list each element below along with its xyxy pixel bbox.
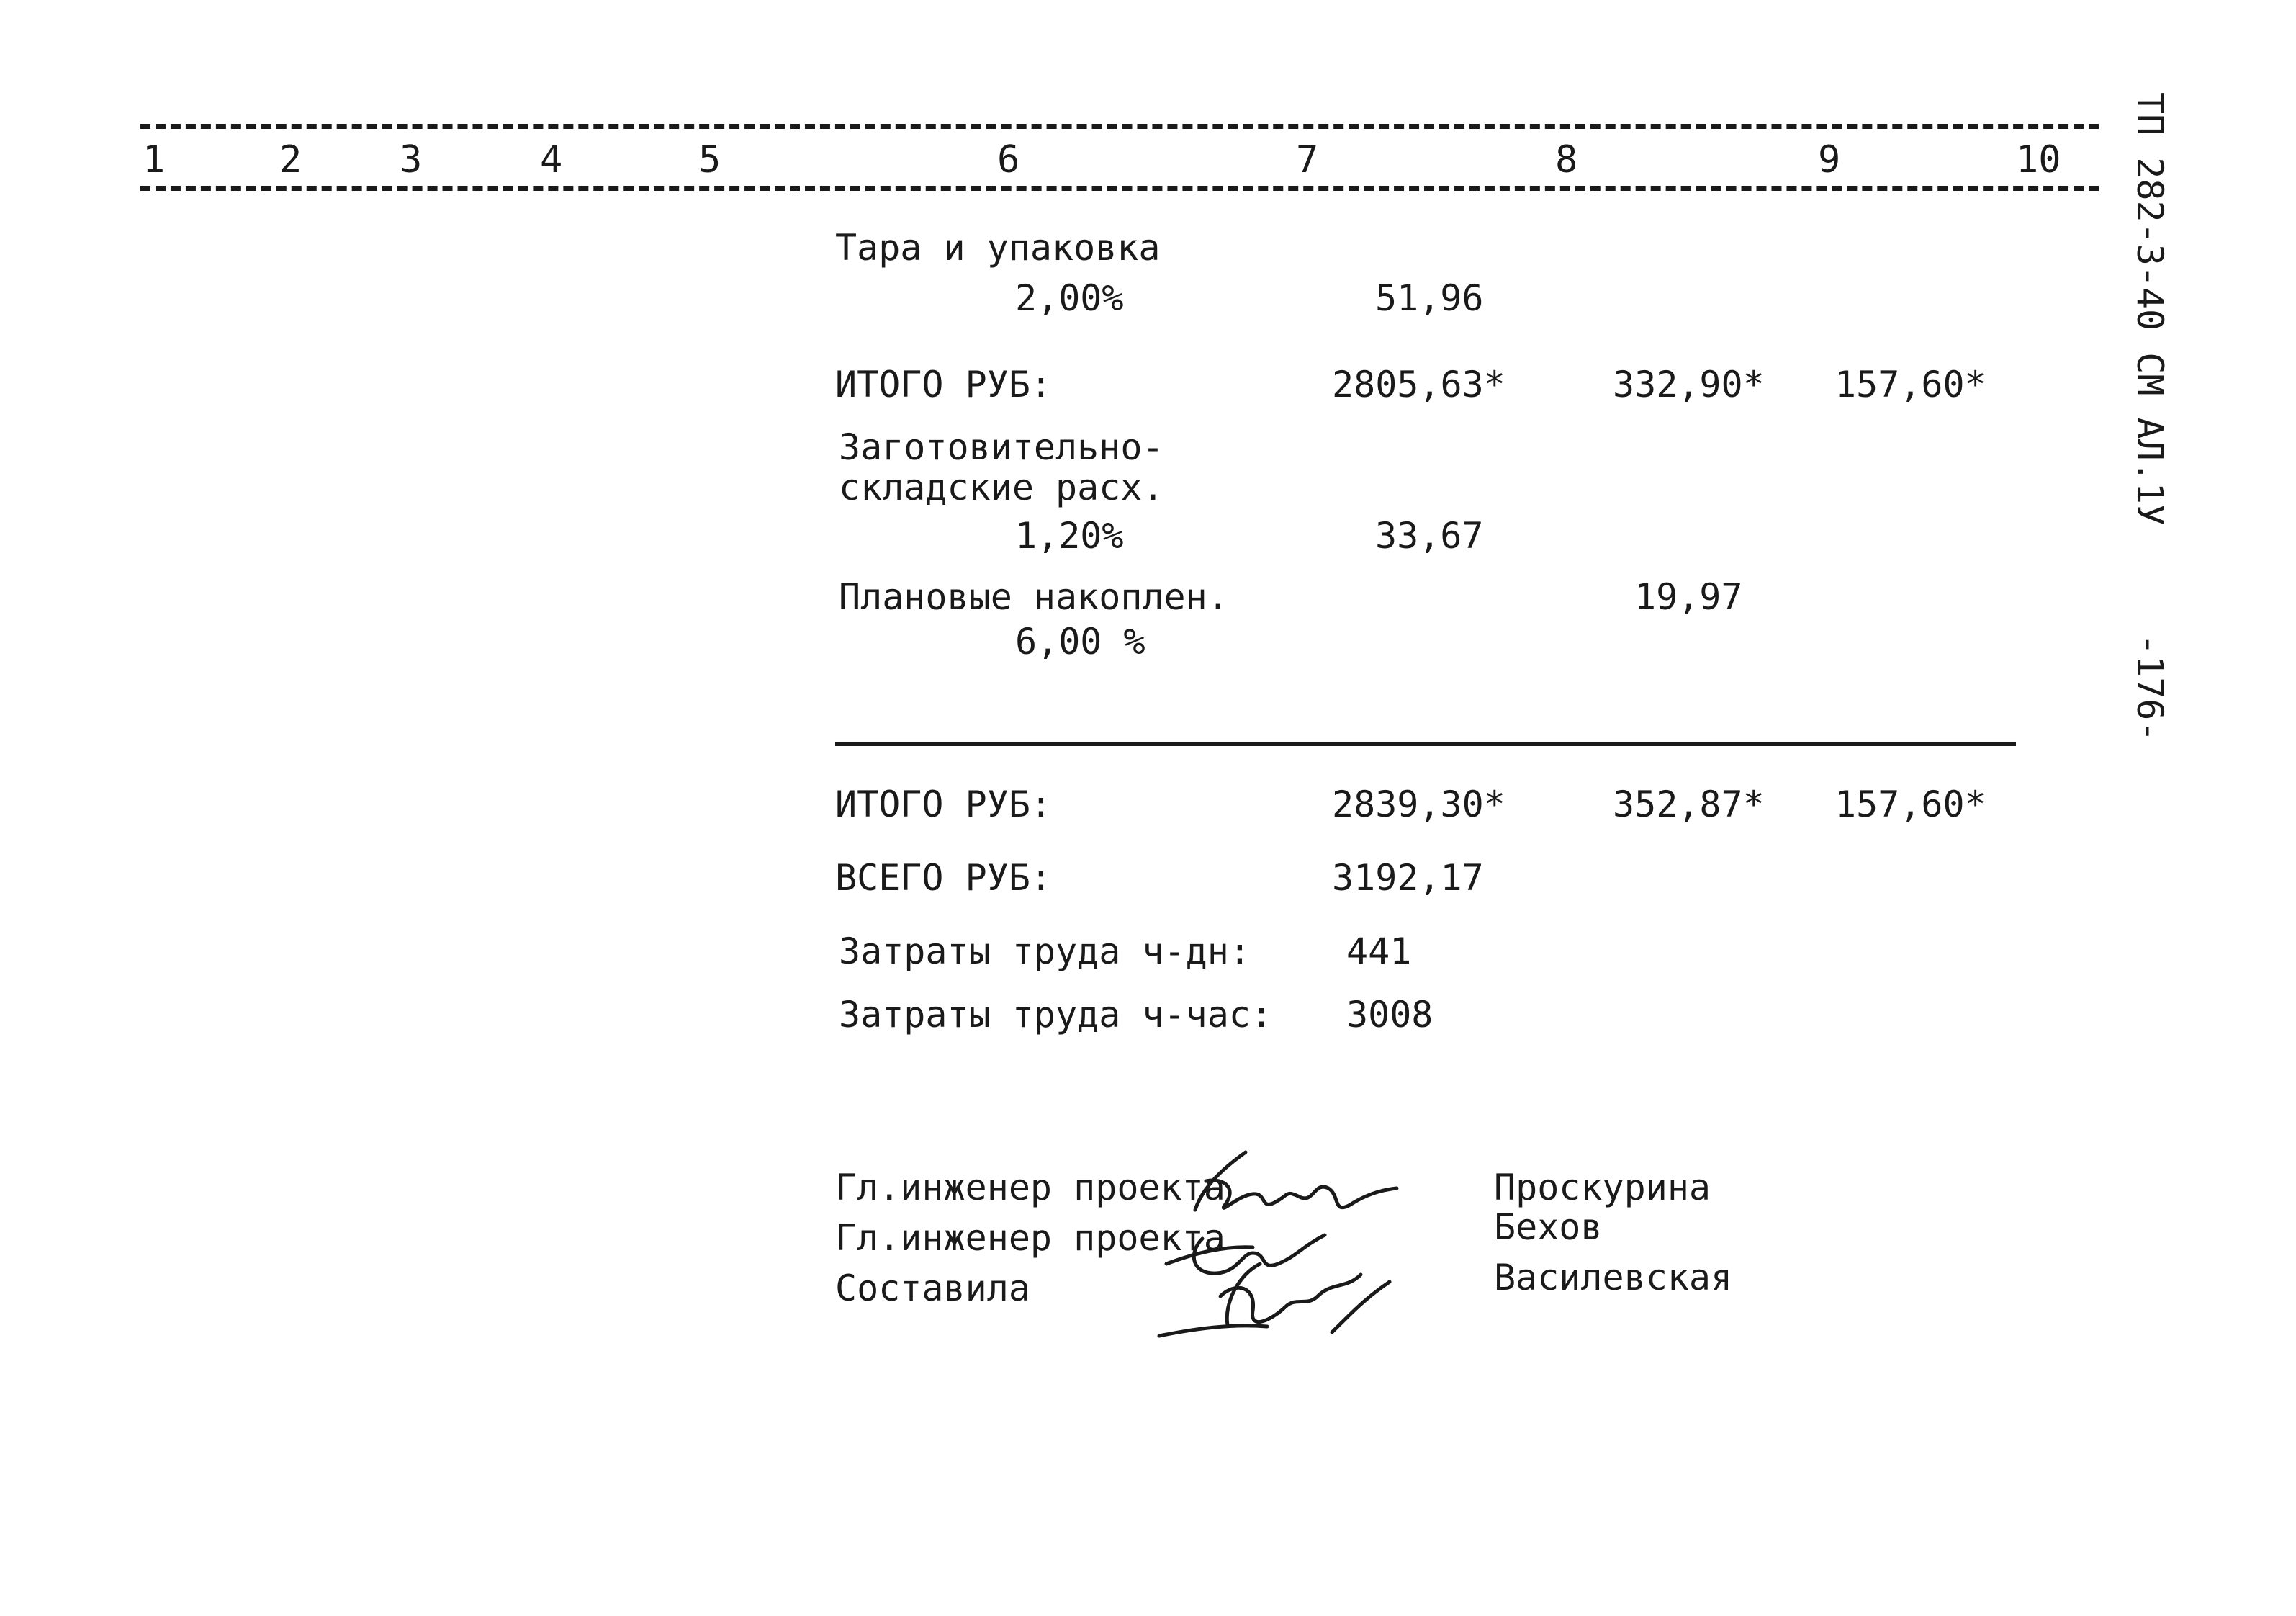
vsego-label: ВСЕГО РУБ:: [835, 857, 1053, 899]
plan-column-8: 19,97: [1634, 576, 1743, 618]
column-number-2: 2: [279, 138, 302, 181]
handwritten-signatures: [1152, 1138, 1483, 1354]
tara-column-7: 51,96: [1375, 277, 1484, 319]
tara-percent: 2,00%: [1015, 277, 1124, 319]
signer-role-1: Гл.инженер проекта: [835, 1167, 1225, 1208]
zag-label-line-2: складские расх.: [839, 467, 1164, 508]
itogo-2-column-8: 352,87*: [1613, 784, 1765, 825]
itogo-2-column-9: 157,60*: [1834, 784, 1986, 825]
signer-name-3: Василевская: [1494, 1257, 1733, 1298]
column-number-5: 5: [698, 138, 721, 181]
itogo-2-label: ИТОГО РУБ:: [835, 784, 1053, 825]
tara-label: Тара и упаковка: [835, 227, 1161, 269]
labor-days-value: 441: [1346, 930, 1412, 972]
labor-hours-value: 3008: [1346, 994, 1433, 1036]
zag-label-line-1: Заготовительно-: [839, 426, 1164, 468]
column-number-10: 10: [2016, 138, 2061, 181]
column-number-3: 3: [400, 138, 423, 181]
header-rule-top: [140, 124, 2099, 129]
signer-name-1: Проскурина: [1494, 1167, 1711, 1208]
itogo-1-label: ИТОГО РУБ:: [835, 364, 1053, 405]
vsego-column-7: 3192,17: [1332, 857, 1484, 899]
itogo-1-column-8: 332,90*: [1613, 364, 1765, 405]
itogo-1-column-7: 2805,63*: [1332, 364, 1505, 405]
zag-column-7: 33,67: [1375, 515, 1484, 557]
column-number-6: 6: [997, 138, 1020, 181]
plan-label: Плановые накоплен.: [839, 576, 1229, 618]
itogo-1-column-9: 157,60*: [1834, 364, 1986, 405]
column-number-4: 4: [540, 138, 563, 181]
header-rule-bottom: [140, 186, 2099, 191]
column-number-9: 9: [1818, 138, 1841, 181]
page-number: -176-: [2129, 634, 2171, 742]
signature-1: [1195, 1152, 1397, 1210]
plan-percent: 6,00 %: [1015, 621, 1145, 663]
signer-role-2: Гл.инженер проекта: [835, 1217, 1225, 1259]
summary-divider: [835, 742, 2016, 746]
signer-name-2: Бехов: [1494, 1206, 1603, 1248]
labor-hours-label: Затраты труда ч-час:: [839, 994, 1273, 1036]
itogo-2-column-7: 2839,30*: [1332, 784, 1505, 825]
signature-3: [1159, 1264, 1390, 1336]
document-code: ТП 282-3-40 СМ АЛ.1У: [2129, 92, 2171, 526]
labor-days-label: Затраты труда ч-дн:: [839, 930, 1251, 972]
column-number-7: 7: [1296, 138, 1319, 181]
column-number-1: 1: [143, 138, 166, 181]
signer-role-3: Составила: [835, 1267, 1030, 1309]
signature-2: [1166, 1235, 1325, 1273]
column-number-8: 8: [1555, 138, 1578, 181]
zag-percent: 1,20%: [1015, 515, 1124, 557]
